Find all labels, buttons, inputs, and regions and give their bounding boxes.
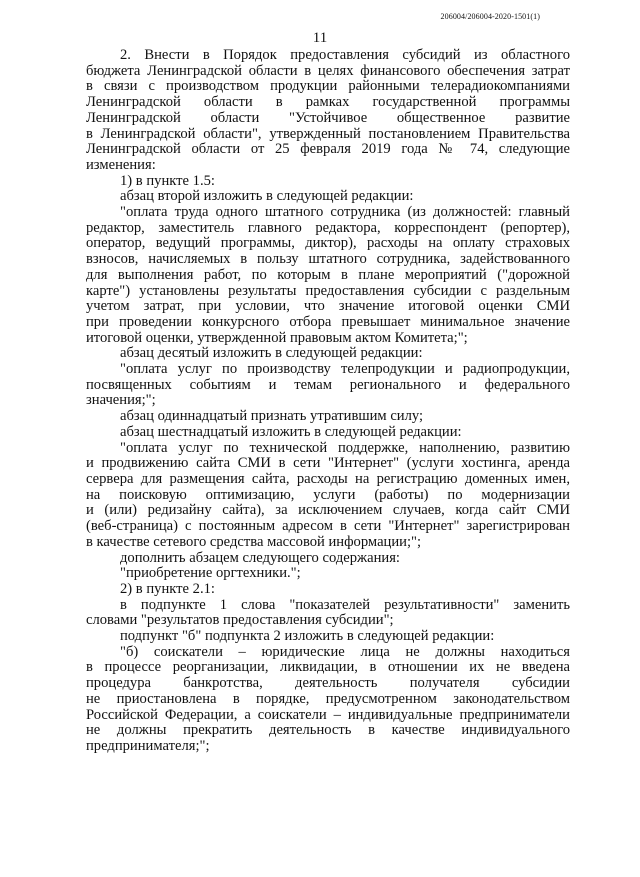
text-line: дополнить абзацем следующего содержания:	[120, 549, 400, 566]
text-line: карте") установлены результаты предоставления субсидии с раздельным	[86, 282, 570, 299]
text-line: (веб-страница) с постоянным адресом в сети "Интернет" зарегистрирован	[86, 518, 570, 535]
text-line: абзац одиннадцатый признать утратившим силу;	[120, 408, 424, 425]
text-line: изменения:	[86, 156, 156, 173]
text-line: "оплата труда одного штатного сотрудника (из должностей: главный	[120, 204, 570, 221]
text-line: и продвижению сайта СМИ в сети "Интернет" (услуги хостинга, аренда	[86, 455, 570, 472]
text-line: Ленинградской области в рамках государственной программы	[86, 94, 570, 111]
text-line: в связи с производством продукции районными телерадиокомпаниями	[86, 78, 570, 95]
text-line: в подпункте 1 слова "показателей результативности" заменить	[120, 596, 570, 613]
text-line: абзац шестнадцатый изложить в следующей редакции:	[120, 423, 462, 440]
page-number: 11	[312, 30, 328, 46]
text-line: 1) в пункте 1.5:	[120, 172, 215, 189]
text-line: не приостановлена в порядке, предусмотренном законодательством	[86, 690, 570, 707]
text-line: 2) в пункте 2.1:	[120, 580, 215, 597]
document-id: 206004/206004-2020-1501(1)	[440, 12, 540, 21]
text-line: "б) соискатели – юридические лица не должны находиться	[120, 643, 570, 660]
text-line: для выполнения работ, по которым в плане мероприятий ("дорожной	[86, 266, 570, 283]
text-line: бюджета Ленинградской области в целях финансового обеспечения затрат	[86, 62, 570, 79]
text-line: абзац второй изложить в следующей редакции:	[120, 188, 414, 205]
text-line: в Ленинградской области", утвержденный постановлением Правительства	[86, 125, 570, 142]
text-line: сервера для размещения сайта, расходы на регистрацию доменных имен,	[86, 470, 570, 487]
text-line: в качестве сетевого средства массовой информации;";	[86, 533, 422, 550]
text-line: "оплата услуг по производству телепродукции и радиопродукции,	[120, 361, 570, 378]
text-line: посвященных событиям и темам регионального и федерального	[86, 376, 570, 393]
text-line: "приобретение оргтехники.";	[120, 565, 301, 582]
document-body	[86, 48, 570, 755]
text-line: предпринимателя;";	[86, 737, 210, 754]
text-line: подпункт "б" подпункта 2 изложить в следующей редакции:	[120, 628, 495, 645]
text-line: и (или) редизайну сайта), за исключением случаев, когда сайт СМИ	[86, 502, 570, 519]
text-line: Российской Федерации, а соискатели – индивидуальные предприниматели	[86, 706, 570, 723]
text-line: оператор, ведущий программы, диктор), расходы на оплату страховых	[86, 235, 570, 252]
text-line: процедура банкротства, деятельность получателя субсидии	[86, 675, 570, 692]
text-line: взносов, начисляемых в пользу штатного сотрудника, задействованного	[86, 251, 570, 268]
text-line: на поисковую оптимизацию, услуги (работы) по модернизации	[86, 486, 570, 503]
text-line: при проведении конкурсного отбора превышает минимальное значение	[86, 313, 570, 330]
text-line: значения;";	[86, 392, 156, 409]
text-line: 2. Внести в Порядок предоставления субсидий из областного	[120, 47, 570, 63]
text-line: Ленинградской области "Устойчивое общественное развитие	[86, 109, 570, 126]
text-line: итоговой оценки, утвержденной правовым актом Комитета;";	[86, 329, 468, 346]
text-line: учетом затрат, при условии, что значение итоговой оценки СМИ	[86, 298, 570, 315]
text-line: редактор, заместитель главного редактора, корреспондент (репортер),	[86, 219, 570, 236]
text-line: "оплата услуг по технической поддержке, наполнению, развитию	[120, 439, 570, 456]
text-line: не должны прекратить деятельность в качестве индивидуального	[86, 722, 570, 739]
text-line: в процессе реорганизации, ликвидации, в отношении их не введена	[86, 659, 570, 676]
text-line: абзац десятый изложить в следующей редакции:	[120, 345, 423, 362]
text-line: словами "результатов предоставления субсидии";	[86, 612, 394, 629]
text-line: Ленинградской области от 25 февраля 2019 года № 74, следующие	[86, 141, 570, 158]
